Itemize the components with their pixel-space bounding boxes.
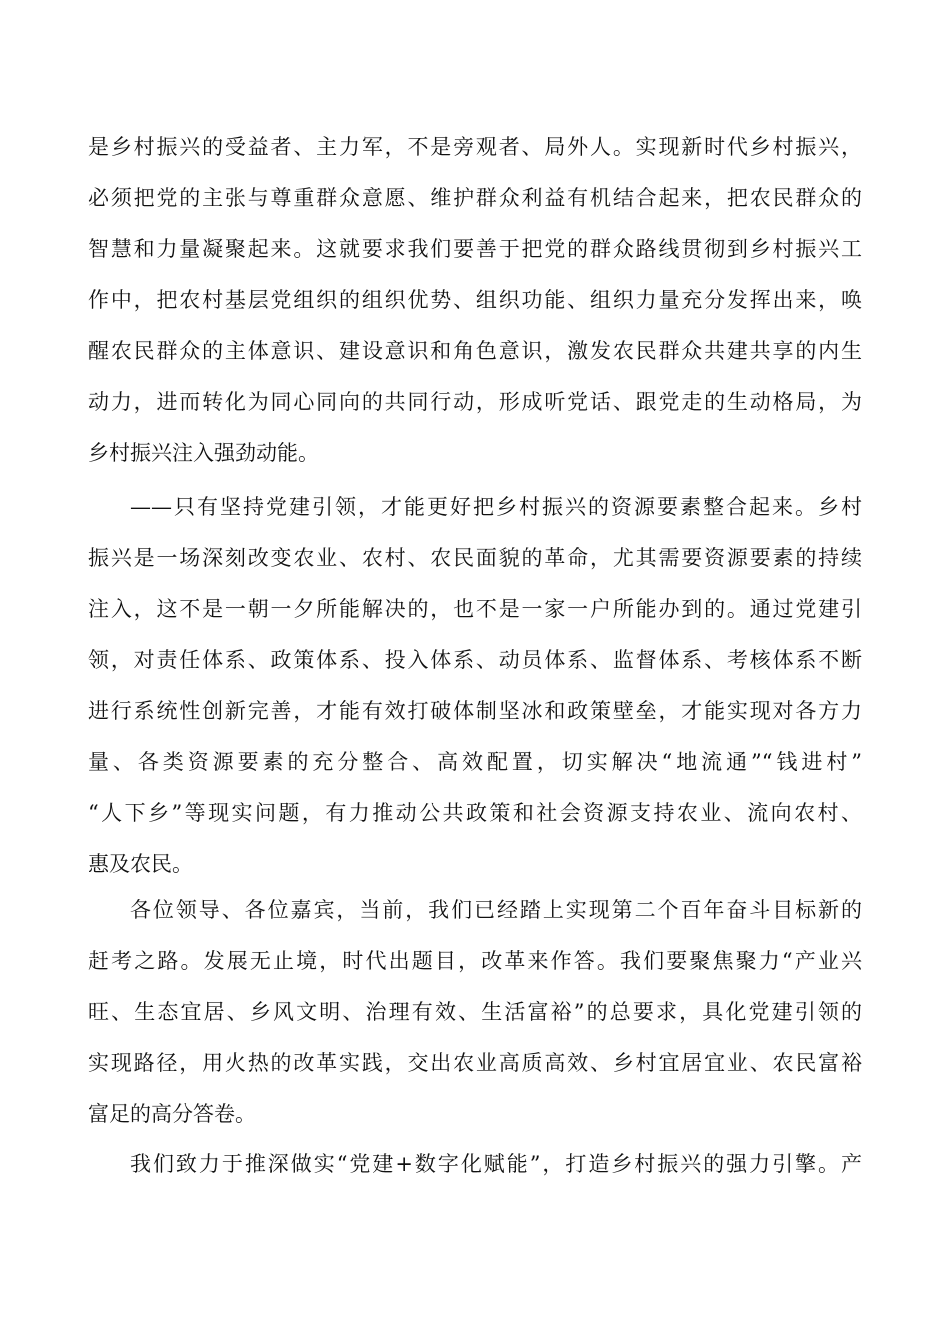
paragraph-2-line-7: “人下乡”等现实问题，有力推动公共政策和社会资源支持农业、流向农村、 [88,801,862,825]
paragraph-2-line-5: 进行系统性创新完善，才能有效打破体制坚冰和政策壁垒，才能实现对各方力 [88,699,862,723]
paragraph-1-line-4: 作中，把农村基层党组织的组织优势、组织功能、组织力量充分发挥出来，唤 [88,288,862,312]
paragraph-3 [88,885,862,1140]
paragraph-2-line-1: ——只有坚持党建引领，才能更好把乡村振兴的资源要素整合起来。乡村 [130,495,862,519]
paragraph-2-line-2: 振兴是一场深刻改变农业、农村、农民面貌的革命，尤其需要资源要素的持续 [88,546,862,570]
paragraph-2-line-3: 注入，这不是一朝一夕所能解决的，也不是一家一户所能办到的。通过党建引 [88,597,862,621]
paragraph-3-line-5: 富足的高分答卷。 [88,1102,256,1126]
paragraph-2-line-6: 量、各类资源要素的充分整合、高效配置，切实解决“地流通”“钱进村” [88,750,862,774]
paragraph-2-line-8: 惠及农民。 [88,852,193,876]
paragraph-3-line-1: 各位领导、各位嘉宾，当前，我们已经踏上实现第二个百年奋斗目标新的 [130,898,862,922]
paragraph-4-line-1: 我们致力于推深做实“党建+数字化赋能”，打造乡村振兴的强力引擎。产 [130,1152,862,1176]
paragraph-1-line-5: 醒农民群众的主体意识、建设意识和角色意识，激发农民群众共建共享的内生 [88,339,862,363]
paragraph-1 [88,122,862,479]
paragraph-1-line-7: 乡村振兴注入强劲动能。 [88,441,319,465]
paragraph-3-line-2: 赶考之路。发展无止境，时代出题目，改革来作答。我们要聚焦聚力“产业兴 [88,949,862,973]
paragraph-2 [88,482,862,890]
paragraph-1-line-1: 是乡村振兴的受益者、主力军，不是旁观者、局外人。实现新时代乡村振兴， [88,135,862,159]
paragraph-1-line-3: 智慧和力量凝聚起来。这就要求我们要善于把党的群众路线贯彻到乡村振兴工 [88,237,862,261]
paragraph-4 [88,1139,862,1190]
paragraph-1-line-2: 必须把党的主张与尊重群众意愿、维护群众利益有机结合起来，把农民群众的 [88,186,862,210]
paragraph-2-line-4: 领，对责任体系、政策体系、投入体系、动员体系、监督体系、考核体系不断 [88,648,862,672]
paragraph-1-line-6: 动力，进而转化为同心同向的共同行动，形成听党话、跟党走的生动格局，为 [88,390,862,414]
paragraph-3-line-4: 实现路径，用火热的改革实践，交出农业高质高效、乡村宜居宜业、农民富裕 [88,1051,862,1075]
paragraph-3-line-3: 旺、生态宜居、乡风文明、治理有效、生活富裕”的总要求，具化党建引领的 [88,1000,862,1024]
